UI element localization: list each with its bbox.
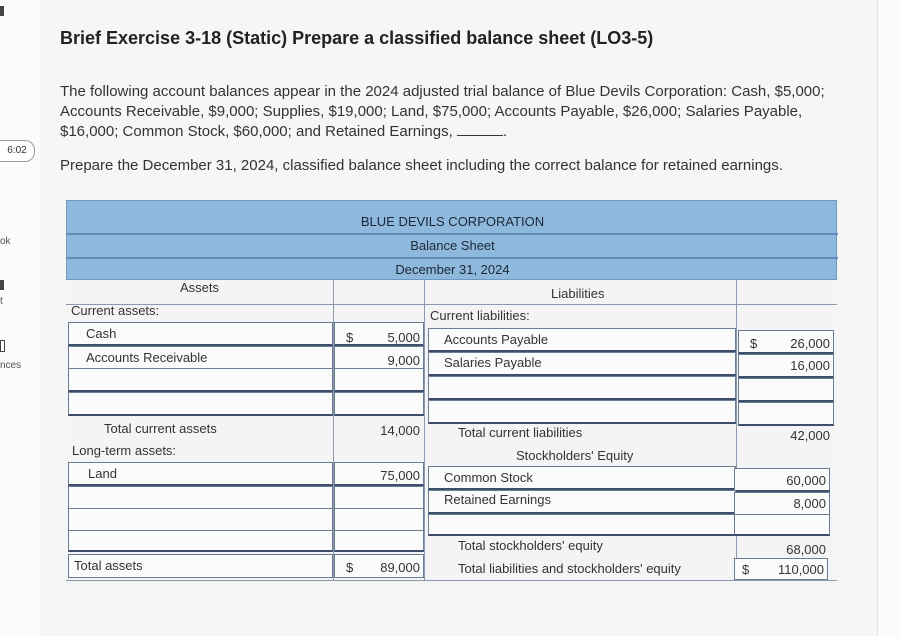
asset-amount-input[interactable] bbox=[334, 368, 424, 392]
salaries-payable-label: Salaries Payable bbox=[444, 355, 542, 370]
total-stockholders-equity-value: 68,000 bbox=[786, 542, 826, 557]
header-divider bbox=[67, 233, 838, 235]
asset-account-input[interactable] bbox=[68, 392, 333, 416]
salaries-payable-value: 16,000 bbox=[790, 358, 830, 373]
asset-amount-input[interactable] bbox=[334, 486, 424, 510]
total-assets-value: 89,000 bbox=[380, 560, 420, 575]
right-rail bbox=[877, 0, 900, 636]
left-rail bbox=[0, 0, 40, 636]
accounts-payable-label: Accounts Payable bbox=[444, 332, 549, 347]
total-current-liabilities-label: Total current liabilities bbox=[458, 425, 583, 440]
column-divider bbox=[424, 280, 425, 580]
long-term-assets-label: Long-term assets: bbox=[72, 443, 177, 458]
current-liabilities-label: Current liabilities: bbox=[430, 308, 530, 323]
assets-header: Assets bbox=[180, 280, 220, 295]
equity-account-input[interactable] bbox=[428, 514, 736, 536]
liabilities-header: Liabilities bbox=[551, 286, 605, 301]
statement-name: Balance Sheet bbox=[410, 238, 495, 253]
asset-account-input[interactable] bbox=[68, 368, 333, 392]
rail-marker bbox=[0, 6, 4, 16]
asset-account-input[interactable] bbox=[68, 486, 333, 510]
sheet-header-band bbox=[66, 200, 837, 280]
total-liabilities-equity-value: 110,000 bbox=[777, 562, 824, 577]
dollar-sign: $ bbox=[742, 562, 750, 577]
cash-value: 5,000 bbox=[387, 330, 420, 345]
retained-earnings-blank bbox=[457, 123, 503, 136]
accounts-receivable-label: Accounts Receivable bbox=[86, 350, 208, 365]
rail-marker bbox=[0, 280, 4, 290]
land-label: Land bbox=[88, 466, 117, 481]
exercise-title: Brief Exercise 3-18 (Static) Prepare a classified balance sheet (LO3-5) bbox=[60, 28, 654, 48]
exercise-paragraph bbox=[60, 82, 850, 142]
rail-item-label[interactable]: nces bbox=[0, 360, 22, 371]
liability-amount-input[interactable] bbox=[738, 402, 834, 426]
retained-earnings-value: 8,000 bbox=[793, 496, 826, 511]
rail-item-label[interactable]: t bbox=[0, 296, 3, 307]
balance-sheet bbox=[66, 200, 837, 584]
rail-marker bbox=[0, 340, 5, 352]
statement-date: December 31, 2024 bbox=[395, 262, 510, 277]
liability-account-input[interactable] bbox=[428, 376, 736, 400]
equity-amount-input[interactable] bbox=[734, 514, 830, 536]
retained-earnings-label: Retained Earnings bbox=[444, 492, 551, 507]
land-value: 75,000 bbox=[380, 468, 420, 483]
rail-item-label[interactable]: ok bbox=[0, 236, 11, 247]
cash-label: Cash bbox=[86, 326, 117, 341]
liability-account-input[interactable] bbox=[428, 400, 736, 424]
liability-amount-input[interactable] bbox=[738, 378, 834, 402]
dollar-sign: $ bbox=[750, 336, 758, 351]
total-assets-label: Total assets bbox=[74, 558, 143, 573]
header-divider bbox=[67, 257, 838, 259]
asset-amount-input[interactable] bbox=[334, 530, 424, 552]
paragraph-end: . bbox=[502, 123, 508, 140]
accounts-receivable-value: 9,000 bbox=[387, 353, 420, 368]
timer-badge: 6:02 bbox=[0, 140, 35, 162]
row-divider bbox=[66, 580, 837, 581]
paragraph-text: The following account balances appear in the 2024 adjusted trial balance of Blue Devils Corporation: Cash, $5,000; Accounts Receivable, $9,000; Supplies, $19,000; Land, $75,000; Accounts Payable, $26,000; Salaries Payable, $16,000; Common Stock, $60,000; and Retained Earnings, bbox=[60, 83, 825, 140]
asset-amount-input[interactable] bbox=[334, 508, 424, 532]
row-divider bbox=[66, 304, 837, 305]
asset-amount-input[interactable] bbox=[334, 392, 424, 416]
dollar-sign: $ bbox=[346, 560, 354, 575]
asset-account-input[interactable] bbox=[68, 530, 333, 552]
common-stock-label: Common Stock bbox=[444, 470, 533, 485]
instruction-text: Prepare the December 31, 2024, classified balance sheet including the correct balance for retained earnings. bbox=[60, 157, 783, 174]
stockholders-equity-header: Stockholders' Equity bbox=[516, 448, 634, 463]
company-name: BLUE DEVILS CORPORATION bbox=[360, 214, 545, 229]
total-current-liabilities-value: 42,000 bbox=[790, 428, 830, 443]
total-current-assets-value: 14,000 bbox=[380, 423, 420, 438]
common-stock-value: 60,000 bbox=[786, 473, 826, 488]
total-stockholders-equity-label: Total stockholders' equity bbox=[458, 538, 603, 553]
asset-account-input[interactable] bbox=[68, 508, 333, 532]
accounts-payable-value: 26,000 bbox=[790, 336, 830, 351]
current-assets-label: Current assets: bbox=[71, 303, 160, 318]
dollar-sign: $ bbox=[346, 330, 354, 345]
total-current-assets-label: Total current assets bbox=[104, 421, 217, 436]
total-liabilities-equity-label: Total liabilities and stockholders' equity bbox=[458, 561, 681, 576]
